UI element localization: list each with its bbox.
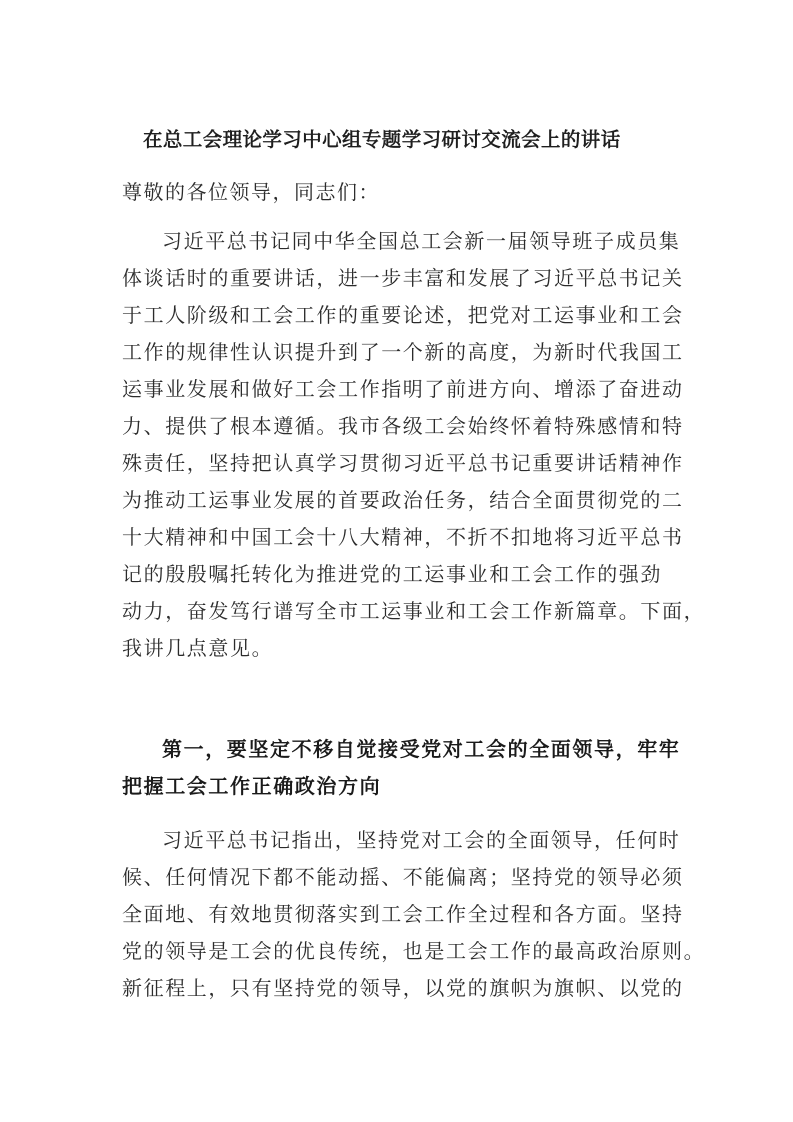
paragraph-line: 全面地、有效地贯彻落实到工会工作全过程和各方面。坚持 (122, 902, 684, 926)
paragraph-line: 于工人阶级和工会工作的重要论述，把党对工运事业和工会 (122, 303, 684, 327)
paragraph-line: 力、提供了根本遵循。我市各级工会始终怀着特殊感情和特 (122, 414, 684, 438)
paragraph-1 (122, 223, 706, 667)
paragraph-line: 为推动工运事业发展的首要政治任务，结合全面贯彻党的二 (122, 488, 684, 512)
paragraph-line: 体谈话时的重要讲话，进一步丰富和发展了习近平总书记关 (122, 266, 684, 290)
paragraph-line: 新征程上，只有坚持党的领导，以党的旗帜为旗帜、以党的 (122, 976, 684, 1000)
section-heading-1 (122, 731, 682, 805)
paragraph-line: 工作的规律性认识提升到了一个新的高度，为新时代我国工 (122, 340, 684, 364)
paragraph-line: 十大精神和中国工会十八大精神，不折不扣地将习近平总书 (122, 525, 684, 549)
paragraph-line: 运事业发展和做好工会工作指明了前进方向、增添了奋进动 (122, 377, 684, 401)
paragraph-line: 记的殷殷嘱托转化为推进党的工运事业和工会工作的强劲 (122, 562, 662, 586)
paragraph-line: 候、任何情况下都不能动摇、不能偏离；坚持党的领导必须 (122, 865, 684, 889)
paragraph-2 (122, 822, 706, 1007)
paragraph-line: 习近平总书记同中华全国总工会新一届领导班子成员集 (162, 229, 681, 253)
paragraph-line: 动力，奋发笃行谱写全市工运事业和工会工作新篇章。下面， (122, 599, 706, 623)
document-title: 在总工会理论学习中心组专题学习研讨交流会上的讲话 (143, 128, 621, 151)
heading-line: 把握工会工作正确政治方向 (122, 774, 382, 798)
heading-line: 第一，要坚定不移自觉接受党对工会的全面领导，牢牢 (162, 737, 681, 761)
paragraph-line: 党的领导是工会的优良传统，也是工会工作的最高政治原则。 (122, 939, 706, 963)
paragraph-line: 殊责任，坚持把认真学习贯彻习近平总书记重要讲话精神作 (122, 451, 684, 475)
paragraph-line: 我讲几点意见。 (122, 636, 274, 660)
salutation: 尊敬的各位领导，同志们： (122, 180, 380, 204)
paragraph-line: 习近平总书记指出，坚持党对工会的全面领导，任何时 (162, 828, 681, 852)
